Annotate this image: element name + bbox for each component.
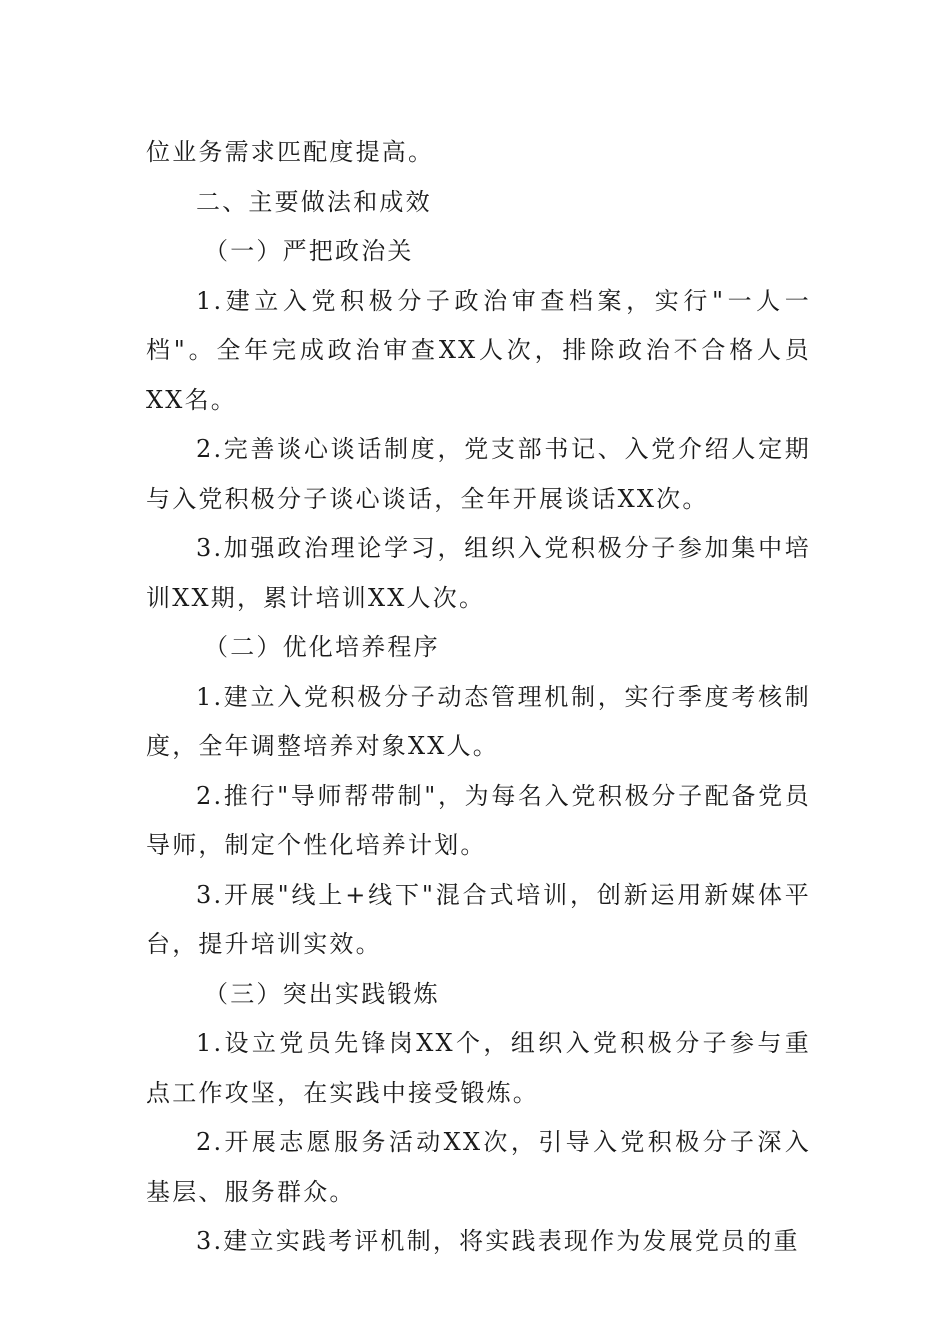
subsection-heading-3: （三）突出实践锻炼 bbox=[204, 979, 440, 1008]
list-item: 1.设立党员先锋岗XX个，组织入党积极分子参与重点工作攻坚，在实践中接受锻炼。 bbox=[146, 1029, 811, 1107]
list-item: 1.建立入党积极分子政治审查档案，实行"一人一档"。全年完成政治审查XX人次，排除政治不合格人员XX名。 bbox=[146, 286, 811, 414]
continued-paragraph: 位业务需求匹配度提高。 bbox=[146, 138, 435, 166]
list-item: 2.完善谈心谈话制度，党支部书记、入党介绍人定期与入党积极分子谈心谈话，全年开展谈话XX次。 bbox=[146, 435, 811, 513]
subsection-heading-2: （二）优化培养程序 bbox=[204, 633, 440, 661]
list-item: 2.开展志愿服务活动XX次，引导入党积极分子深入基层、服务群众。 bbox=[146, 1128, 811, 1206]
list-item: 2.推行"导师帮带制"，为每名入党积极分子配备党员导师，制定个性化培养计划。 bbox=[146, 781, 811, 859]
subsection-heading-1: （一）严把政治关 bbox=[204, 237, 414, 265]
list-item: 3.建立实践考评机制，将实践表现作为发展党员的重 bbox=[196, 1227, 800, 1255]
document-body bbox=[146, 128, 811, 1267]
list-item: 3.开展"线上+线下"混合式培训，创新运用新媒体平台，提升培训实效。 bbox=[146, 880, 811, 958]
list-item: 3.加强政治理论学习，组织入党积极分子参加集中培训XX期，累计培训XX人次。 bbox=[146, 534, 811, 612]
section-heading: 二、主要做法和成效 bbox=[196, 187, 432, 216]
list-item: 1.建立入党积极分子动态管理机制，实行季度考核制度，全年调整培养对象XX人。 bbox=[146, 682, 811, 760]
